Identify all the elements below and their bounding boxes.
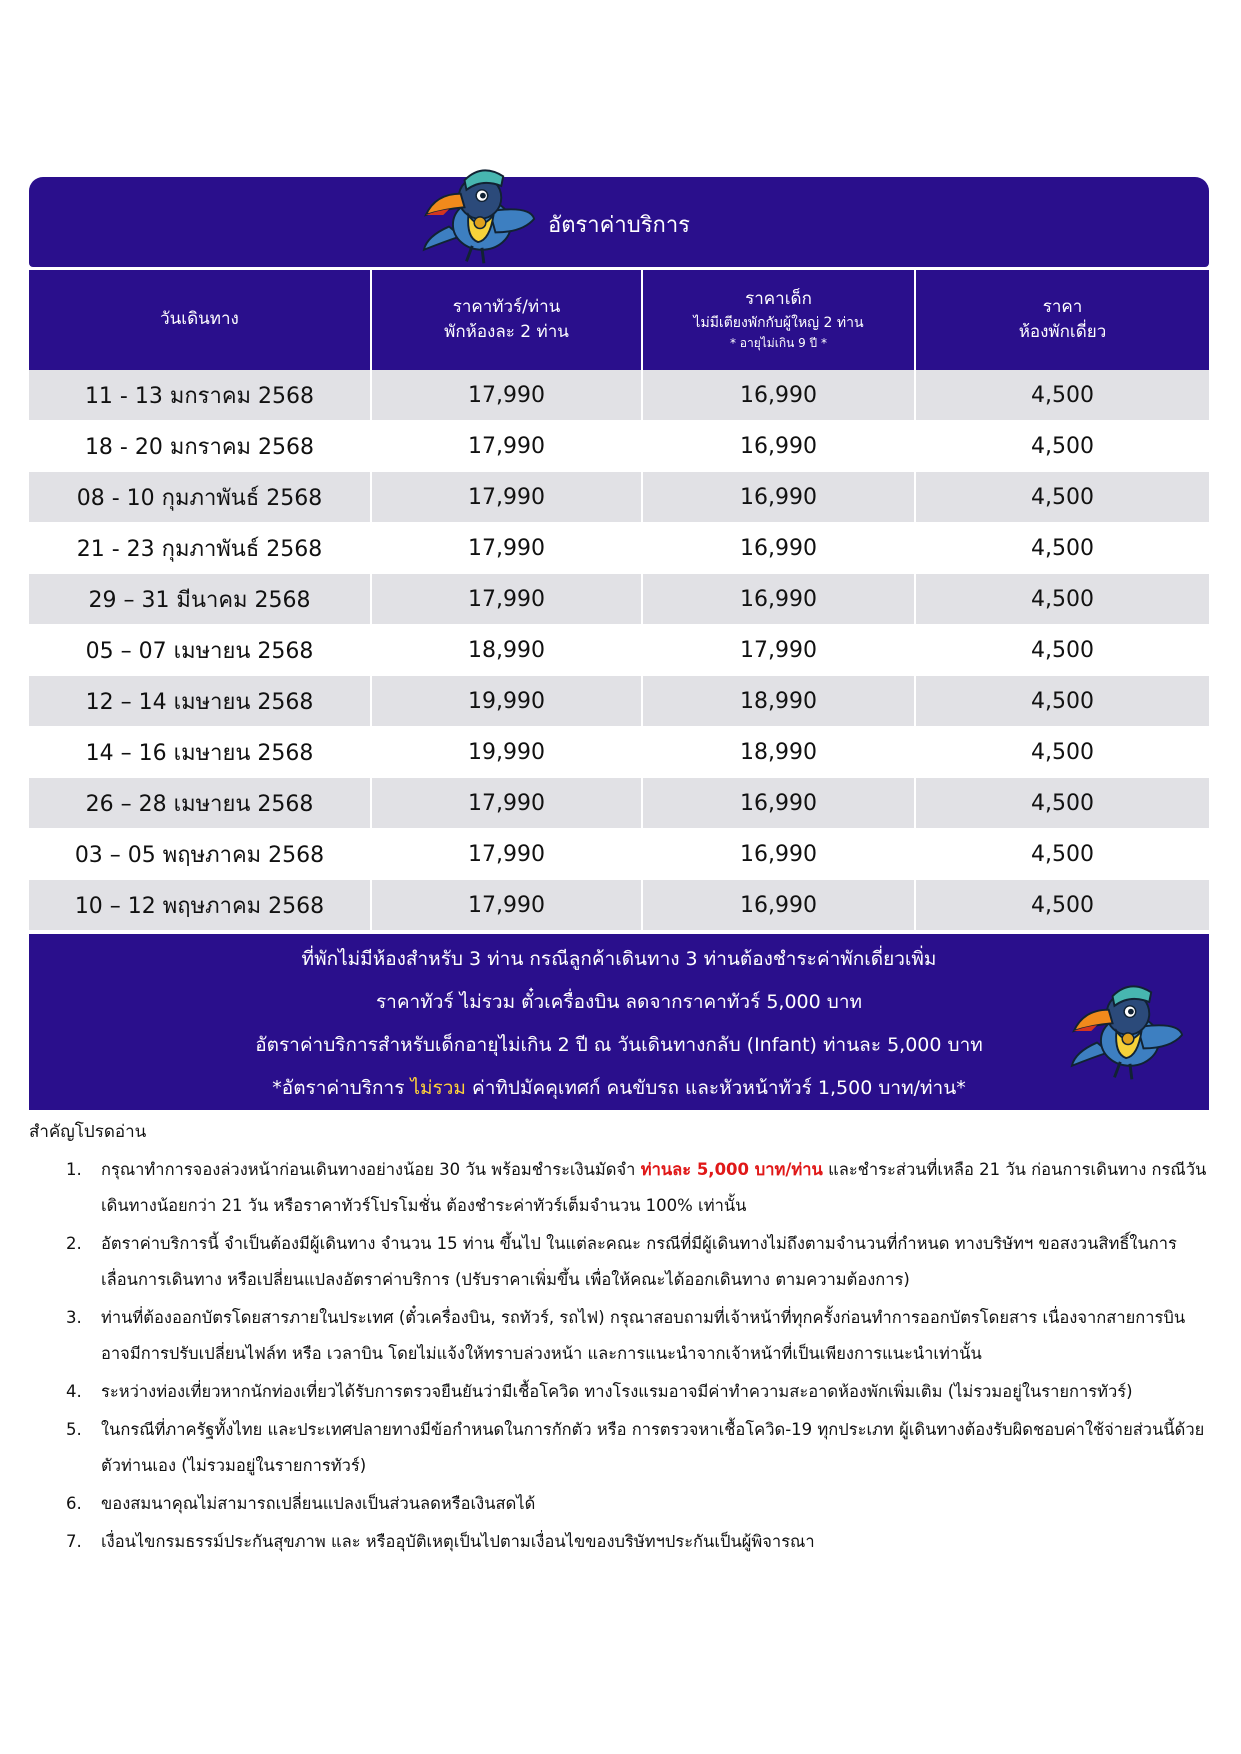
cell-single-room: 4,500 [915,523,1209,574]
condition-line-3: อัตราค่าบริการสำหรับเด็กอายุไม่เกิน 2 ปี ณ วันเดินทางกลับ (Infant) ท่านละ 5,000 บาท [255,1034,983,1056]
table-row [29,523,1209,574]
cell-adult-price: 17,990 [371,574,642,625]
condition-line-1: ที่พักไม่มีห้องสำหรับ 3 ท่าน กรณีลูกค้าเดินทาง 3 ท่านต้องชำระค่าพักเดี่ยวเพิ่ม [301,948,937,970]
cell-child-price: 16,990 [642,370,915,421]
cell-adult-price: 18,990 [371,625,642,676]
not-included-highlight: ไม่รวม [410,1077,466,1099]
cell-child-price: 17,990 [642,625,915,676]
table-row [29,574,1209,625]
cell-date: 08 - 10 กุมภาพันธ์ 2568 [29,472,371,523]
table-row [29,625,1209,676]
cell-child-price: 16,990 [642,778,915,829]
terms-list [66,1152,1211,1562]
cell-single-room: 4,500 [915,778,1209,829]
table-row [29,676,1209,727]
cell-child-price: 18,990 [642,727,915,778]
cell-single-room: 4,500 [915,829,1209,880]
list-item: 2. อัตราค่าบริการนี้ จำเป็นต้องมีผู้เดินทาง จำนวน 15 ท่าน ขึ้นไป ในแต่ละคณะ กรณีที่มีผู้เดินทางไม่ถึงตามจำนวนที่กำหนด ทางบริษัทฯ ขอสงวนสิทธิ์ในการเลื่อนการเดินทาง หรือเปลี่ยนแปลงอัตราค่าบริการ (ปรับราคาเพิ่มขึ้น เพื่อให้คณะได้ออกเดินทาง ตามความต้องการ) [66,1234,1177,1289]
cell-child-price: 16,990 [642,523,915,574]
cell-date: 11 - 13 มกราคม 2568 [29,370,371,421]
cell-single-room: 4,500 [915,421,1209,472]
table-row [29,880,1209,931]
cell-single-room: 4,500 [915,676,1209,727]
cell-child-price: 16,990 [642,472,915,523]
cell-child-price: 16,990 [642,574,915,625]
cell-date: 03 – 05 พฤษภาคม 2568 [29,829,371,880]
deposit-highlight: ท่านละ 5,000 บาท/ท่าน [640,1160,823,1179]
cell-date: 10 – 12 พฤษภาคม 2568 [29,880,371,931]
cell-adult-price: 19,990 [371,676,642,727]
cell-date: 26 – 28 เมษายน 2568 [29,778,371,829]
cell-adult-price: 19,990 [371,727,642,778]
table-row [29,421,1209,472]
cell-child-price: 16,990 [642,829,915,880]
cell-date: 29 – 31 มีนาคม 2568 [29,574,371,625]
toucan-mascot-icon [1070,976,1186,1084]
table-row [29,829,1209,880]
price-table-title-bar [29,177,1209,267]
cell-adult-price: 17,990 [371,829,642,880]
cell-single-room: 4,500 [915,880,1209,931]
important-notice-heading: สำคัญโปรดอ่าน [29,1122,147,1142]
cell-single-room: 4,500 [915,727,1209,778]
condition-line-2: ราคาทัวร์ ไม่รวม ตั๋วเครื่องบิน ลดจากราคาทัวร์ 5,000 บาท [375,991,863,1013]
list-item: 1. กรุณาทำการจองล่วงหน้าก่อนเดินทางอย่างน้อย 30 วัน พร้อมชำระเงินมัดจำ ท่านละ 5,000 บาท/ท่าน และชำระส่วนที่เหลือ 21 วัน ก่อนการเดินทาง กรณีวันเดินทางน้อยกว่า 21 วัน หรือราคาทัวร์โปรโมชั่น ต้องชำระค่าทัวร์เต็มจำนวน 100% เท่านั้น [66,1160,1207,1215]
cell-date: 18 - 20 มกราคม 2568 [29,421,371,472]
price-table-header-row [29,270,1209,370]
price-table-body [29,370,1209,931]
list-item: 5. ในกรณีที่ภาครัฐทั้งไทย และประเทศปลายทางมีข้อกำหนดในการกักตัว หรือ การตรวจหาเชื้อโควิด-19 ทุกประเภท ผู้เดินทางต้องรับผิดชอบค่าใช้จ่ายส่วนนี้ด้วยตัวท่านเอง (ไม่รวมอยู่ในรายการทัวร์) [66,1420,1205,1475]
list-item: 7. เงื่อนไขกรมธรรม์ประกันสุขภาพ และ หรืออุบัติเหตุเป็นไปตามเงื่อนไขของบริษัทฯประกันเป็นผู้พิจารณา [66,1532,815,1551]
cell-date: 14 – 16 เมษายน 2568 [29,727,371,778]
cell-adult-price: 17,990 [371,778,642,829]
cell-single-room: 4,500 [915,574,1209,625]
conditions-banner [29,934,1209,1110]
cell-single-room: 4,500 [915,625,1209,676]
list-item: 6. ของสมนาคุณไม่สามารถเปลี่ยนแปลงเป็นส่วนลดหรือเงินสดได้ [66,1494,536,1513]
header-single-room: ราคา ห้องพักเดี่ยว [915,270,1209,370]
cell-adult-price: 17,990 [371,523,642,574]
cell-adult-price: 17,990 [371,472,642,523]
table-row [29,727,1209,778]
cell-adult-price: 17,990 [371,370,642,421]
condition-line-4: *อัตราค่าบริการ ไม่รวม ค่าทิปมัคคุเทศก์ คนขับรถ และหัวหน้าทัวร์ 1,500 บาท/ท่าน* [272,1077,966,1099]
price-table [29,270,1209,931]
cell-adult-price: 17,990 [371,421,642,472]
cell-adult-price: 17,990 [371,880,642,931]
list-item: 4. ระหว่างท่องเที่ยวหากนักท่องเที่ยวได้รับการตรวจยืนยันว่ามีเชื้อโควิด ทางโรงแรมอาจมีค่าทำความสะอาดห้องพักเพิ่มเติม (ไม่รวมอยู่ในรายการทัวร์) [66,1382,1133,1401]
table-row [29,472,1209,523]
header-child-price: ราคาเด็ก ไม่มีเตียงพักกับผู้ใหญ่ 2 ท่าน * อายุไม่เกิน 9 ปี * [642,270,915,370]
cell-date: 21 - 23 กุมภาพันธ์ 2568 [29,523,371,574]
cell-child-price: 16,990 [642,880,915,931]
header-adult-price: ราคาทัวร์/ท่าน พักห้องละ 2 ท่าน [371,270,642,370]
cell-single-room: 4,500 [915,370,1209,421]
cell-child-price: 18,990 [642,676,915,727]
table-row [29,370,1209,421]
price-table-title: อัตราค่าบริการ [547,213,690,238]
cell-single-room: 4,500 [915,472,1209,523]
header-date: วันเดินทาง [29,270,371,370]
cell-date: 05 – 07 เมษายน 2568 [29,625,371,676]
table-row [29,778,1209,829]
list-item: 3. ท่านที่ต้องออกบัตรโดยสารภายในประเทศ (ตั๋วเครื่องบิน, รถทัวร์, รถไฟ) กรุณาสอบถามที่เจ้าหน้าที่ทุกครั้งก่อนทำการออกบัตรโดยสาร เนื่องจากสายการบินอาจมีการปรับเปลี่ยนไฟล์ท หรือ เวลาบิน โดยไม่แจ้งให้ทราบล่วงหน้า และการแนะนำจากเจ้าหน้าที่เป็นเพียงการแนะนำเท่านั้น [66,1308,1186,1363]
cell-date: 12 – 14 เมษายน 2568 [29,676,371,727]
cell-child-price: 16,990 [642,421,915,472]
